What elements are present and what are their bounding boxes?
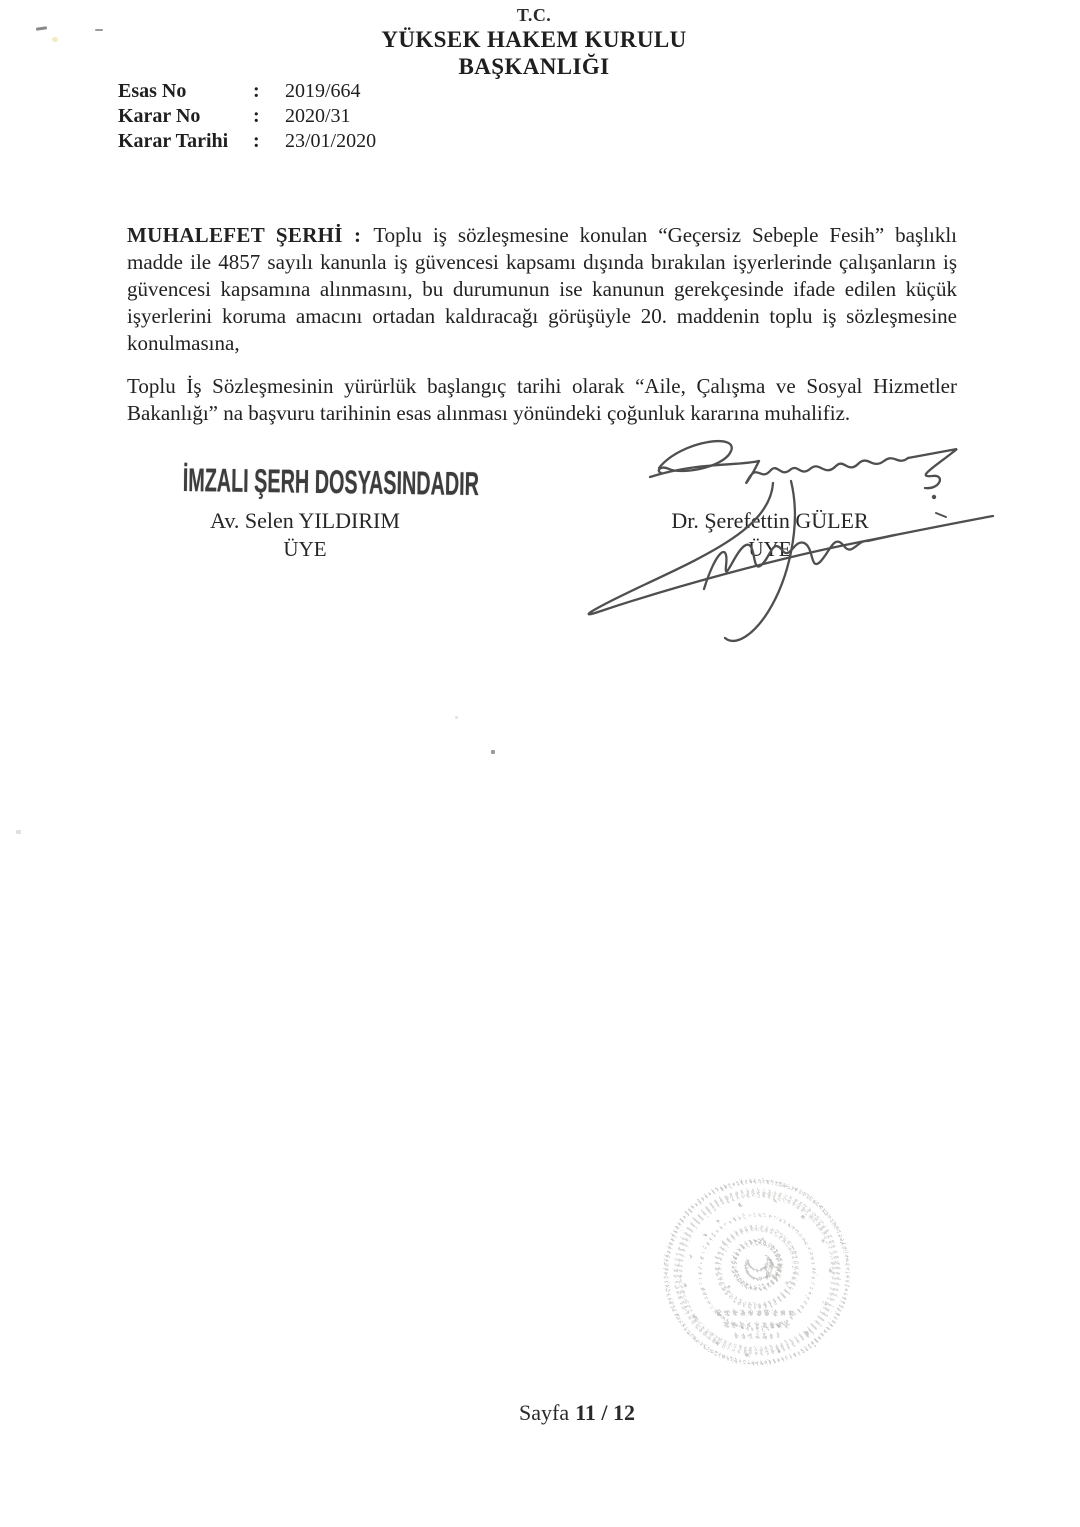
dissent-heading: MUHALEFET ŞERHİ : xyxy=(127,223,362,247)
dissent-paragraph-1 xyxy=(127,222,957,357)
handwritten-signature xyxy=(563,420,1015,655)
filed-annotation-stamp: İMZALI ŞERH DOSYASINDADIR xyxy=(182,461,480,503)
scan-artifact xyxy=(16,830,21,834)
dissent-paragraph-2: Toplu İş Sözleşmesinin yürürlük başlangıç tarihi olarak “Aile, Çalışma ve Sosyal Hizmetler Bakanlığı” na başvuru tarihinin esas alınması yönündeki çoğunluk kararına muhalifiz. xyxy=(127,374,957,425)
case-meta-block xyxy=(118,79,376,154)
meta-colon: : xyxy=(253,130,260,152)
dissent-paragraph-1-text: Toplu iş sözleşmesine konulan “Geçersiz Sebeple Fesih” başlıklı madde ile 4857 sayılı kanunla iş güvencesi kapsamı dışında bırakılan işyerlerinde çalışanların iş güvencesi kapsamına alınmasını, bu durumunun ise kanunun gerekçesinde ifade edilen küçük işyerlerini koruma amacını ortadan kaldıracağı görüşüyle 20. maddenin toplu iş sözleşmesine konulmasına, xyxy=(127,223,957,355)
page-footer-label: Sayfa xyxy=(519,1400,570,1425)
signer-right-name: Dr. Şerefettin GÜLER xyxy=(671,508,869,533)
signer-left-block xyxy=(150,508,460,562)
signer-left-title: ÜYE xyxy=(283,537,327,561)
official-seal-stamp xyxy=(655,1175,860,1373)
signer-right-title: ÜYE xyxy=(748,537,792,561)
meta-colon: : xyxy=(253,80,260,102)
meta-row-karar-tarihi xyxy=(118,129,376,154)
meta-label: Esas No xyxy=(118,80,187,102)
scan-artifact xyxy=(455,716,458,719)
meta-colon: : xyxy=(253,105,260,127)
meta-value: 23/01/2020 xyxy=(285,130,377,152)
signer-left-name: Av. Selen YILDIRIM xyxy=(210,508,400,533)
meta-value: 2020/31 xyxy=(285,105,351,127)
header-unit: BAŞKANLIĞI xyxy=(458,54,610,79)
header-organization: YÜKSEK HAKEM KURULU xyxy=(381,27,687,52)
meta-label: Karar Tarihi xyxy=(118,130,229,152)
page-number: 11 / 12 xyxy=(575,1400,635,1425)
header-country: T.C. xyxy=(516,5,552,25)
meta-row-karar-no xyxy=(118,104,376,129)
meta-row-esas-no xyxy=(118,79,376,104)
scan-artifact xyxy=(491,750,495,754)
meta-value: 2019/664 xyxy=(285,80,361,102)
page-footer xyxy=(519,1400,635,1426)
meta-label: Karar No xyxy=(118,105,201,127)
